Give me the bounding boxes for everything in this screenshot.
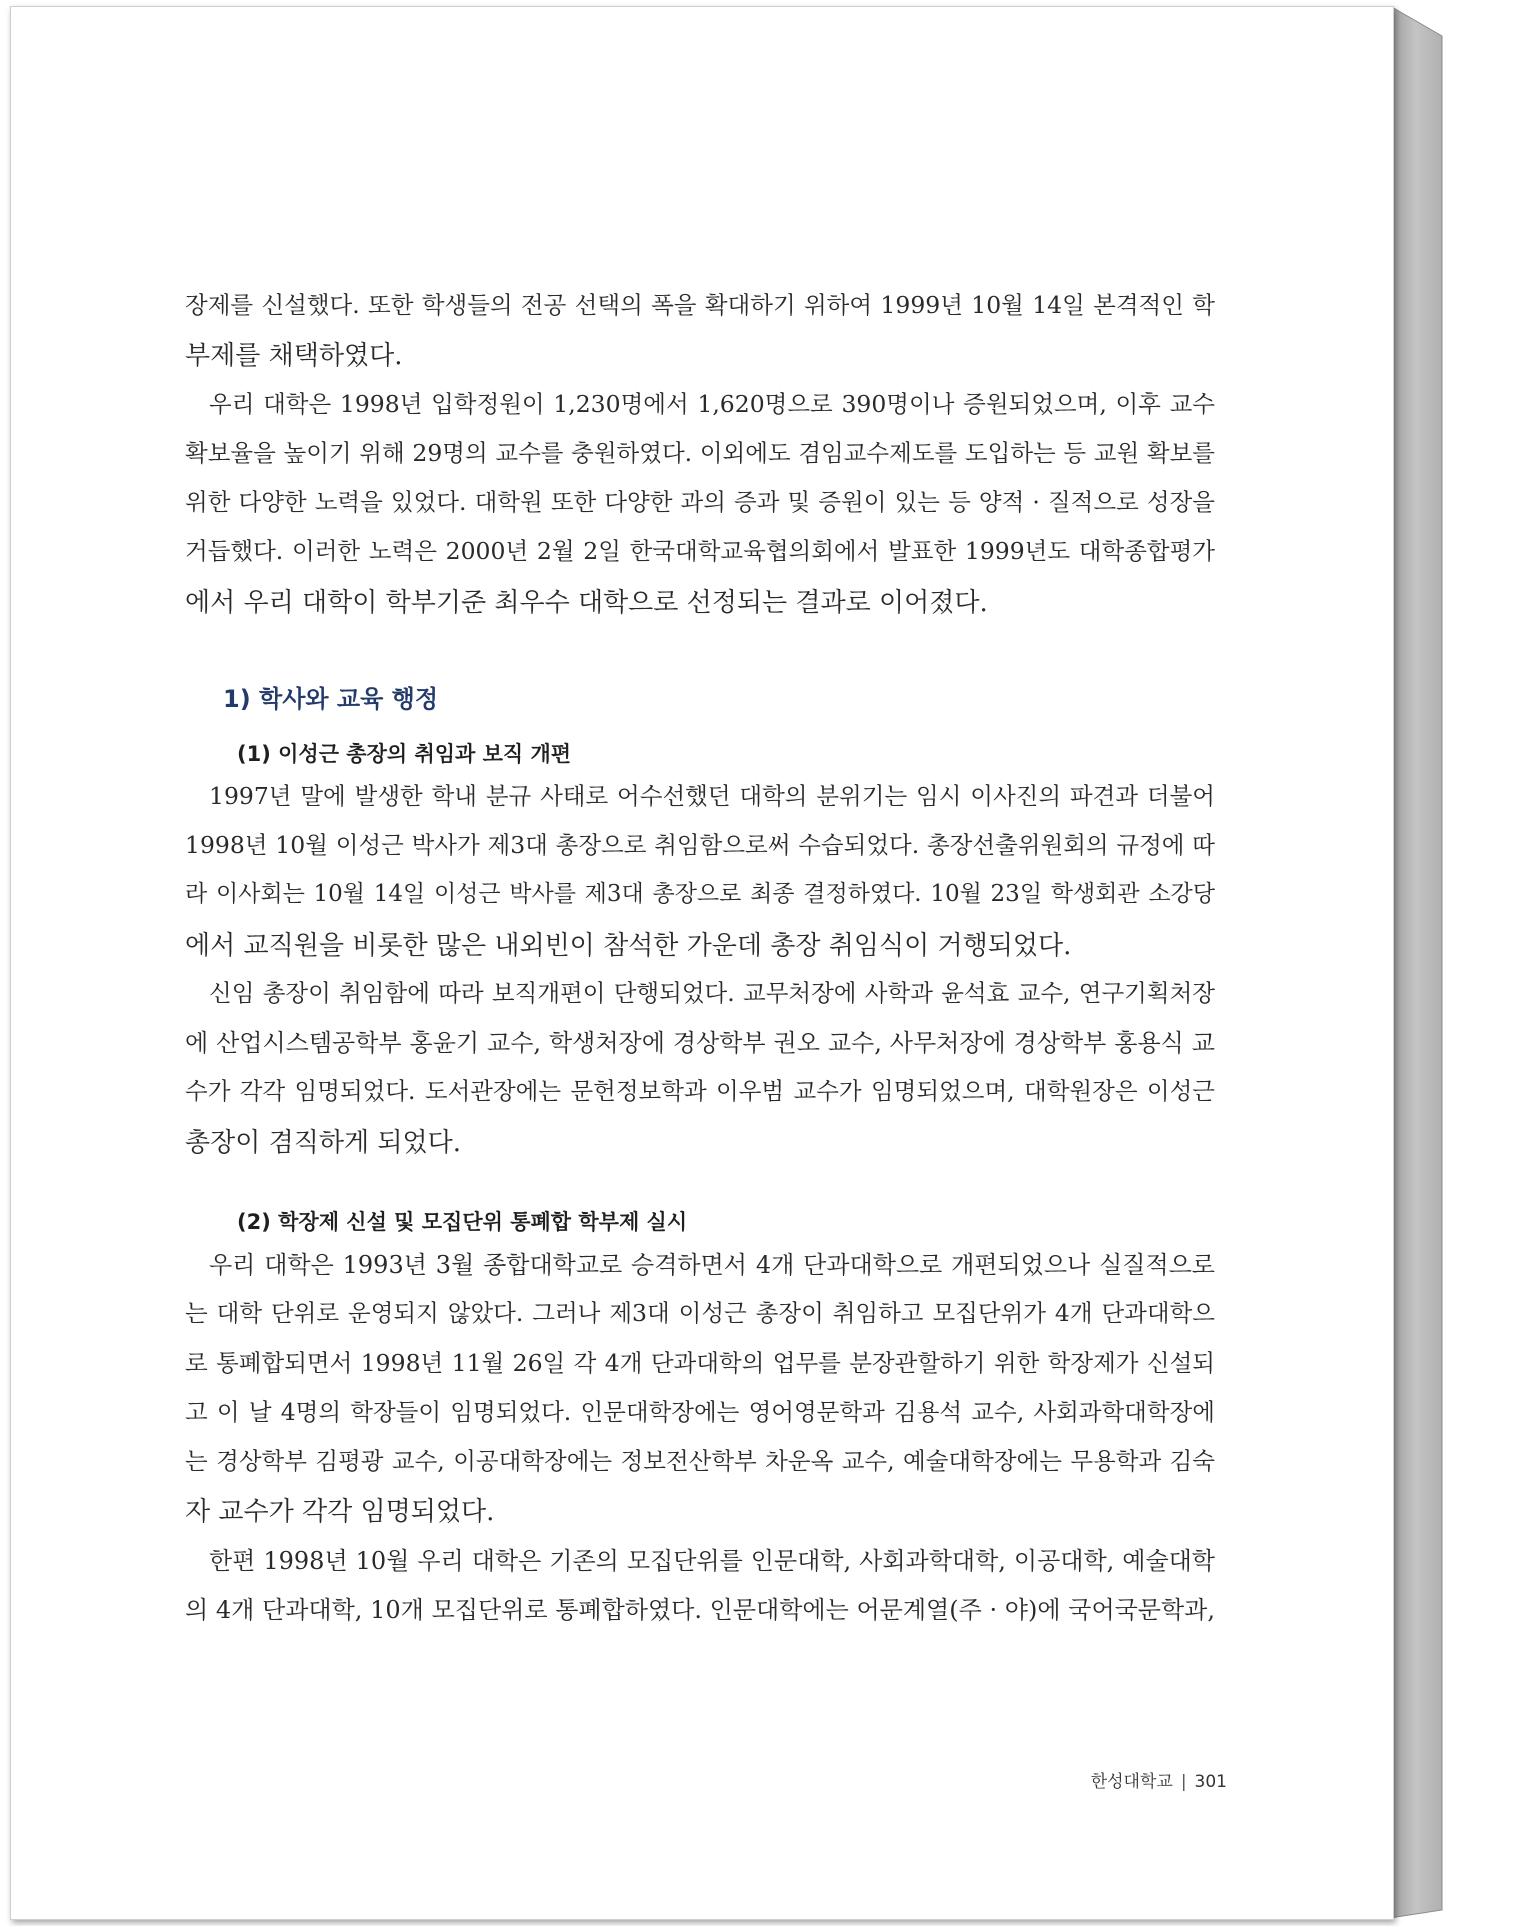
text-line: 부제를 채택하였다. [185, 341, 403, 371]
book-page [10, 6, 1394, 1920]
subsection-heading: (1) 이성근 총장의 취임과 보직 개편 [237, 742, 572, 766]
text-line: 한편 1998년 10월 우리 대학은 기존의 모집단위를 인문대학, 사회과학대학, 이공대학, 예술대학 [209, 1547, 1215, 1575]
text-line: 1997년 말에 발생한 학내 분규 사태로 어수선했던 대학의 분위기는 임시 이사진의 파견과 더불어 [209, 782, 1215, 810]
publisher-name: 한성대학교 [1090, 1772, 1173, 1792]
text-line: 라 이사회는 10월 14일 이성근 박사를 제3대 총장으로 최종 결정하였다. 10월 23일 학생회관 소강당 [185, 881, 1215, 907]
section-heading: 1) 학사와 교육 행정 [223, 685, 439, 713]
text-line: 고 이 날 4명의 학장들이 임명되었다. 인문대학장에는 영어영문학과 김용석 교수, 사회과학대학장에 [185, 1398, 1215, 1426]
text-line: 우리 대학은 1993년 3월 종합대학교로 승격하면서 4개 단과대학으로 개편되었으나 실질적으로 [209, 1251, 1215, 1279]
subsection-heading: (2) 학장제 신설 및 모집단위 통폐합 학부제 실시 [237, 1210, 688, 1234]
text-line: 1998년 10월 이성근 박사가 제3대 총장으로 취임함으로써 수습되었다. 총장선출위원회의 규정에 따 [185, 831, 1215, 859]
text-line: 는 대학 단위로 운영되지 않았다. 그러나 제3대 이성근 총장이 취임하고 모집단위가 4개 단과대학으 [185, 1299, 1215, 1327]
text-line: 의 4개 단과대학, 10개 모집단위로 통폐합하였다. 인문대학에는 어문계열(주 · 야)에 국어국문학과, [185, 1596, 1215, 1624]
text-line: 우리 대학은 1998년 입학정원이 1,230명에서 1,620명으로 390명이나 증원되었으며, 이후 교수 [209, 390, 1215, 418]
text-line: 장제를 신설했다. 또한 학생들의 전공 선택의 폭을 확대하기 위하여 1999년 10월 14일 본격적인 학 [185, 291, 1215, 319]
text-line: 신임 총장이 취임함에 따라 보직개편이 단행되었다. 교무처장에 사학과 윤석효 교수, 연구기획처장 [209, 979, 1215, 1007]
page-footer [1071, 1767, 1227, 1792]
footer-separator: | [1180, 1772, 1187, 1792]
text-line: 수가 각각 임명되었다. 도서관장에는 문헌정보학과 이우범 교수가 임명되었으며, 대학원장은 이성근 [185, 1077, 1215, 1105]
text-line: 는 경상학부 김평광 교수, 이공대학장에는 정보전산학부 차운옥 교수, 예술대학장에는 무용학과 김숙 [185, 1447, 1215, 1475]
text-line: 에서 교직원을 비롯한 많은 내외빈이 참석한 가운데 총장 취임식이 거행되었다. [185, 931, 1072, 961]
text-line: 확보율을 높이기 위해 29명의 교수를 충원하였다. 이외에도 겸임교수제도를 도입하는 등 교원 확보를 [185, 439, 1215, 467]
text-line: 에 산업시스템공학부 홍윤기 교수, 학생처장에 경상학부 권오 교수, 사무처장에 경상학부 홍용식 교 [185, 1029, 1215, 1057]
text-line: 거듭했다. 이러한 노력은 2000년 2월 2일 한국대학교육협의회에서 발표한 1999년도 대학종합평가 [185, 537, 1215, 565]
page-number: 301 [1194, 1772, 1227, 1792]
text-line: 총장이 겸직하게 되었다. [185, 1128, 461, 1158]
text-line: 에서 우리 대학이 학부기준 최우수 대학으로 선정되는 결과로 이어졌다. [185, 588, 988, 618]
text-line: 위한 다양한 노력을 있었다. 대학원 또한 다양한 과의 증과 및 증원이 있는 등 양적 · 질적으로 성장을 [185, 488, 1215, 516]
text-line: 자 교수가 각각 임명되었다. [185, 1497, 495, 1527]
page-edge-3d [1390, 6, 1452, 1918]
text-line: 로 통폐합되면서 1998년 11월 26일 각 4개 단과대학의 업무를 분장관할하기 위한 학장제가 신설되 [185, 1349, 1215, 1377]
